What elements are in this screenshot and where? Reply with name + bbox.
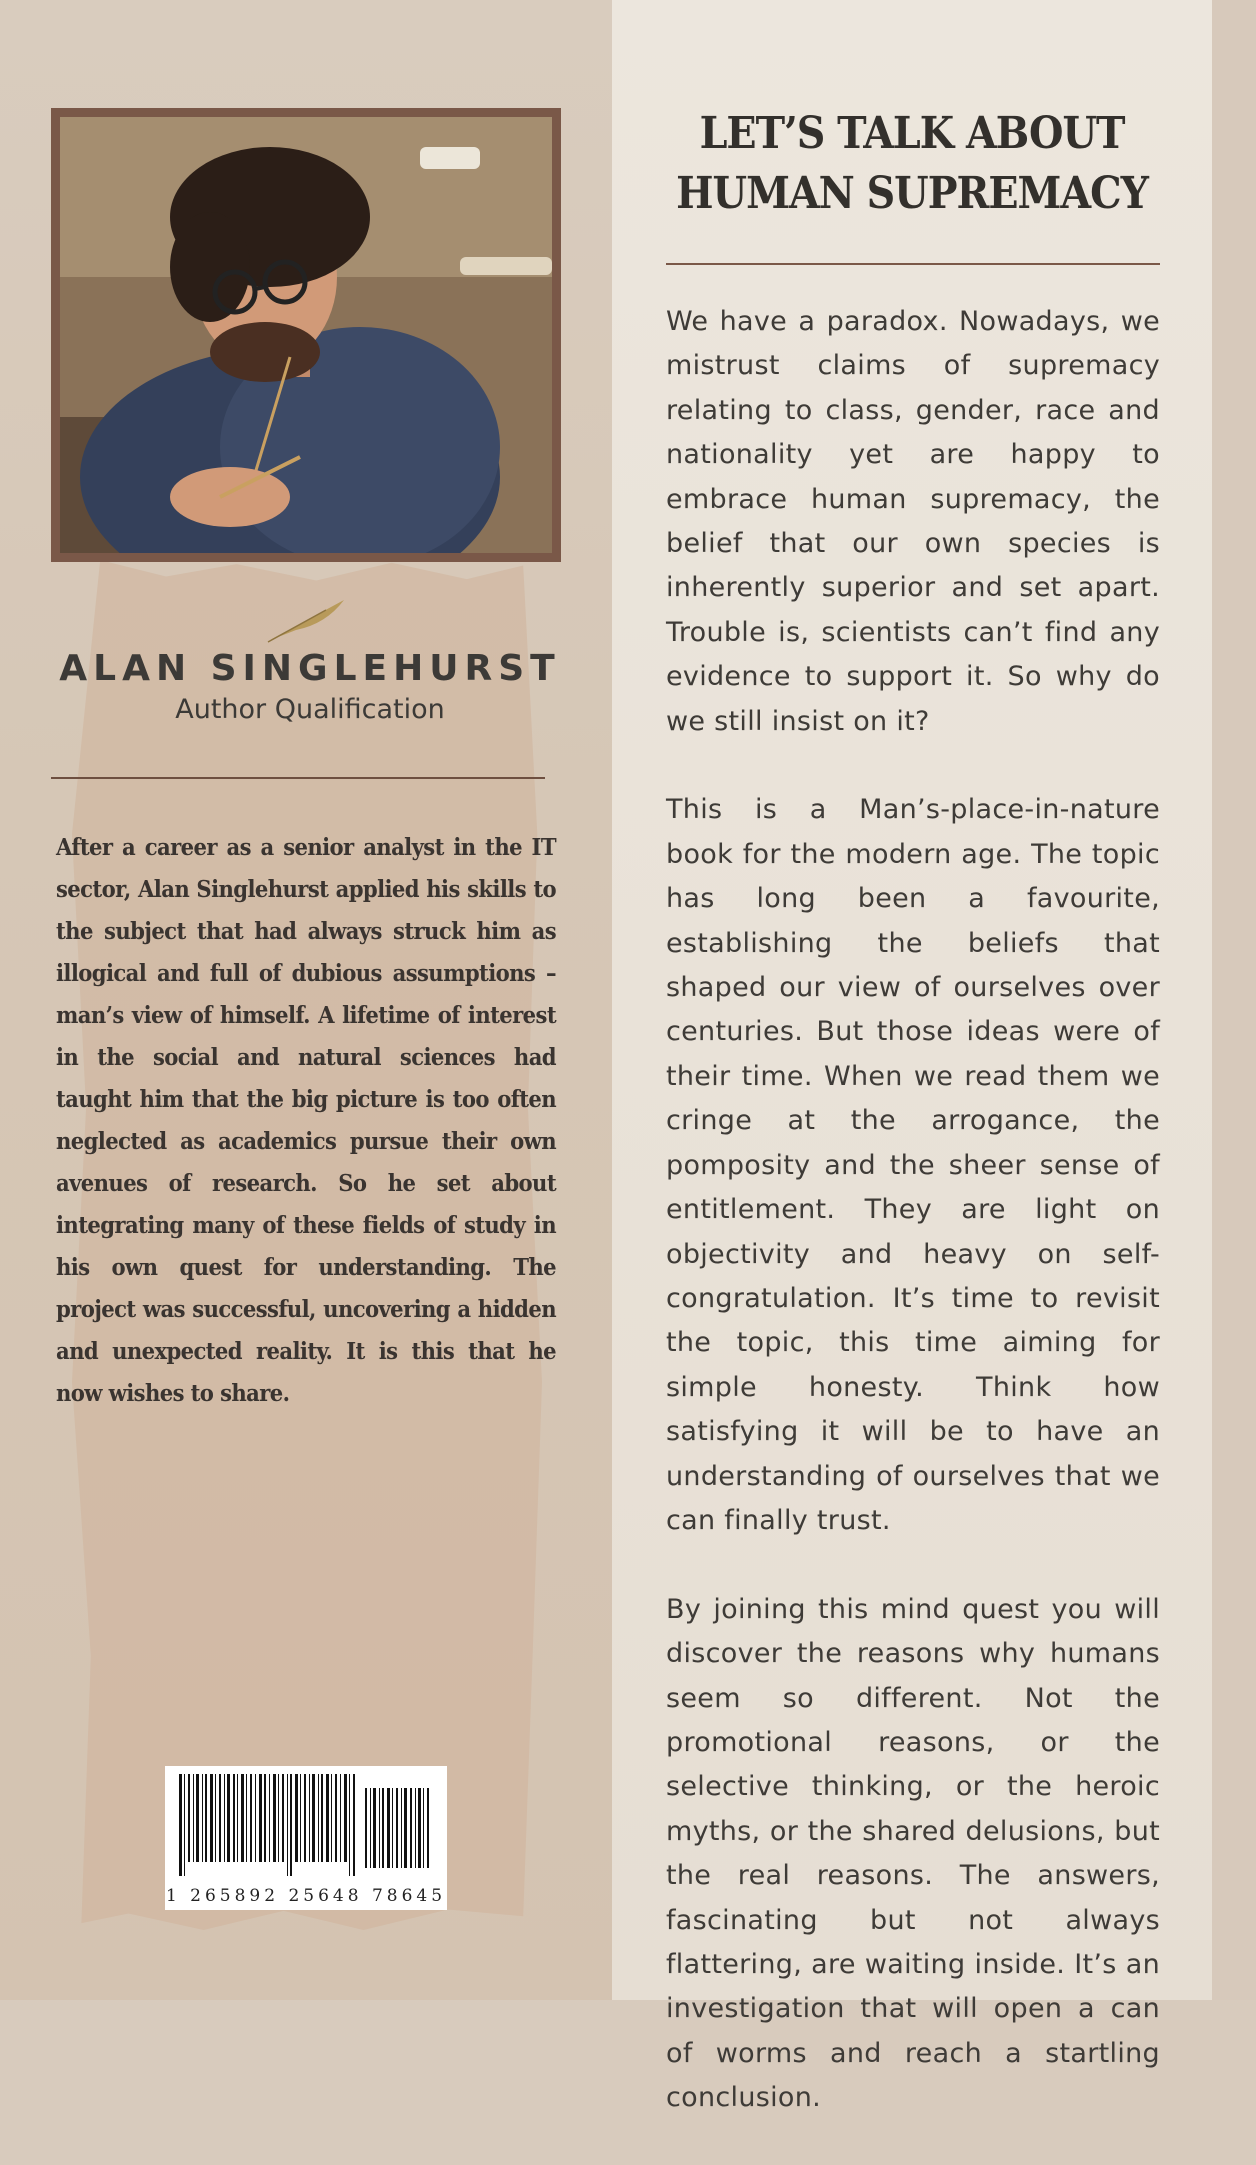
barcode-digits: 1 265892 25648 78645 [165,1886,447,1906]
book-description [666,300,1160,2165]
headline: LET’S TALK ABOUT HUMAN SUPREMACY [676,108,1148,219]
spine-edge [1212,0,1256,2000]
quill-feather-icon [266,596,348,644]
description-paragraph-1: We have a paradox. Nowadays, we mistrust claims of supremacy relating to class, gender, race and nationality yet are happy to embrace human supremacy, the belief that our own species is inherently superior and set apart. Trouble is, scientists can’t find any evidence to support it. So why do we still insist on it? [666,306,1160,737]
divider [51,777,545,779]
author-bio: After a career as a senior analyst in the IT sector, Alan Singlehurst applied his skills to the subject that had always struck him as illogical and full of dubious assumptions – man’s view of himself. A lifetime of interest in the social and natural sciences had taught him that the big picture is too often neglected as academics pursue their own avenues of research. So he set about integrating many of these fields of study in his own quest for understanding. The project was successful, uncovering a hidden and unexpected reality. It is this that he now wishes to share. [56,833,556,1407]
description-paragraph-3: By joining this mind quest you will discover the reasons why humans seem so different. Not the promotional reasons, or the selective thinking, or the heroic myths, or the shared delusions, but the real reasons. The answers, fascinating but not always flattering, are waiting inside. It’s an investigation that will open a can of worms and reach a startling conclusion. [666,1593,1160,2114]
description-paragraph-2: This is a Man’s-place-in-nature book for the modern age. The topic has long been a favourite, establishing the beliefs that shaped our view of ourselves over centuries. But those ideas were of their time. When we read them we cringe at the arrogance, the pomposity and the sheer sense of entitlement. They are light on objectivity and heavy on self-congratulation. It’s time to revisit the topic, this time aiming for simple honesty. Think how satisfying it will be to have an understanding of ourselves that we can finally trust. [666,794,1160,1536]
barcode [165,1766,447,1910]
barcode-bars [165,1766,447,1884]
author-photo-frame [51,108,561,562]
author-photo [60,117,552,553]
author-name: ALAN SINGLEHURST [59,648,561,689]
headline-divider [666,263,1160,265]
author-qualification: Author Qualification [175,694,445,725]
